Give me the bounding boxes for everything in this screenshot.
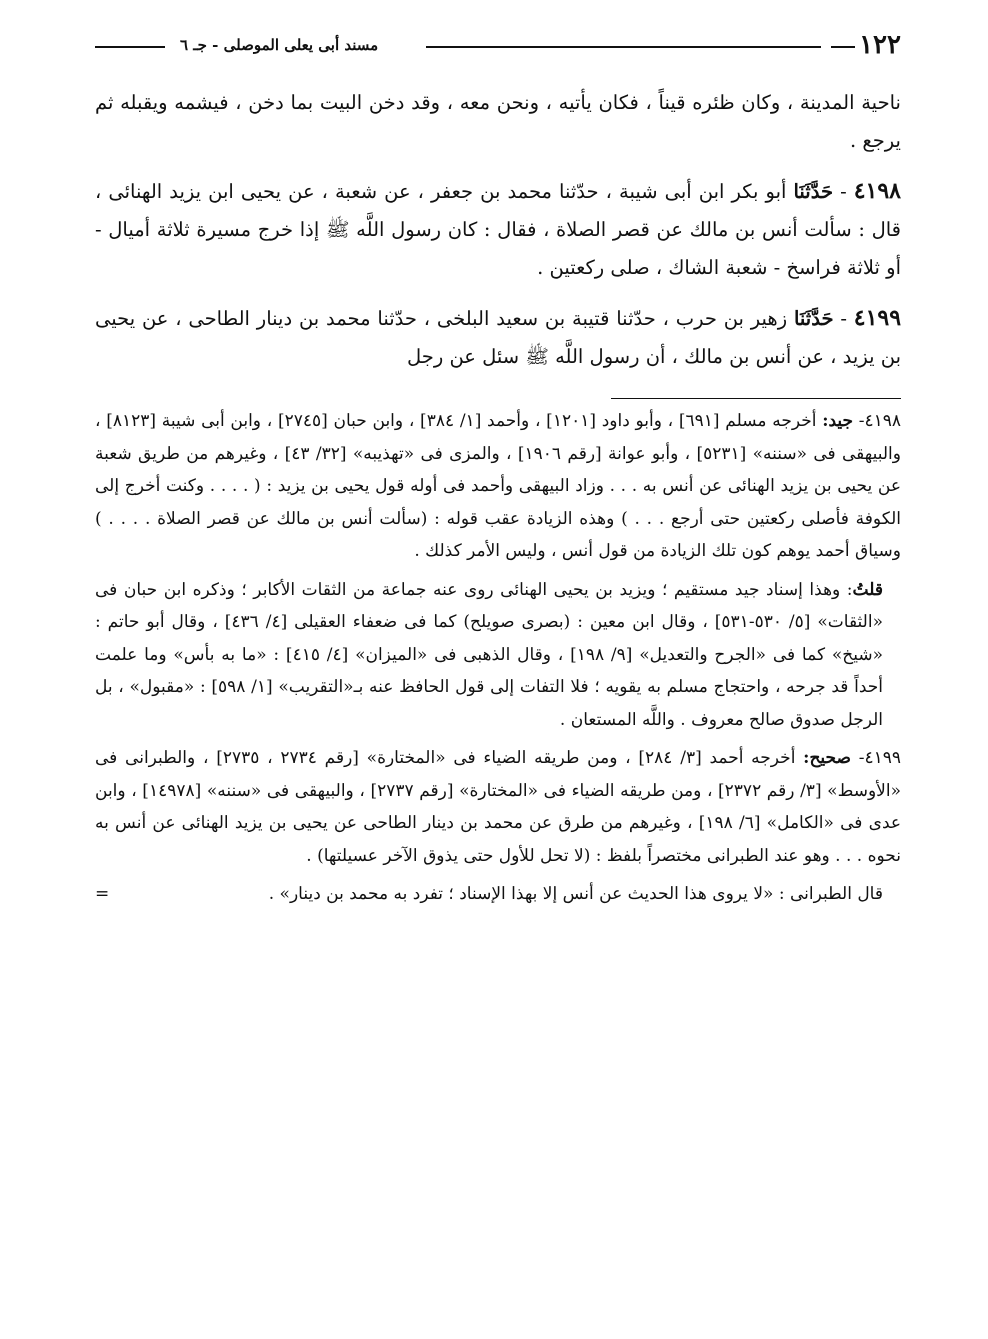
page-number: ١٢٢ [859,30,901,60]
header-rule-left [95,46,165,48]
continuation-paragraph: ناحية المدينة ، وكان ظئره قيناً ، فكان يأتيه ، ونحن معه ، وقد دخن البيت بما دخن ، فيشمه ويقبله ثم يرجع . [95,91,901,152]
note-grade: صحيح: [803,748,851,768]
note-number: ٤١٩٨- [858,411,902,431]
continuation-mark: = [95,884,110,904]
note-text: أخرجه أحمد [٣/ ٢٨٤] ، ومن طريقه الضياء فى «المختارة» [رقم ٢٧٣٤ ، ٢٧٣٥] ، والطبرانى فى «الأوسط» [٣/ رقم ٢٣٧٢] ، ومن طريقه الضياء فى «المختارة» [رقم ٢٧٣٧] ، والبيهقى فى «سننه» [١٤٩٧٨] ، وابن عدى فى «الكامل» [٦/ ١٩٨] ، وغيرهم من طرق عن محمد بن دينار الطاحى عن يحيى بن يزيد الهنائى عن أنس به نحوه . . . وهو عند الطبرانى مختصراً بلفظ : (لا تحل للأول حتى يذوق الآخر عسيلتها) . [95,748,902,866]
hadith-number: ٤١٩٩ [853,305,902,331]
note-grade: جيد: [822,411,854,431]
hadith-text: زهير بن حرب ، حدّثنا قتيبة بن سعيد البلخى ، حدّثنا محمد بن دينار الطاحى ، عن يحيى بن يزيد ، عن أنس بن مالك ، أن رسول اللَّه ﷺ سئل عن رجل [95,307,901,368]
header-rule-middle [426,46,821,48]
running-title: مسند أبى يعلى الموصلى - جـ ٦ [180,36,379,54]
main-text [95,84,901,376]
header-rule-right [831,46,855,48]
footnote-separator [611,398,901,399]
note-text: أخرجه مسلم [٦٩١] ، وأبو داود [١٢٠١] ، وأحمد [١/ ٣٨٤] ، وابن حبان [٢٧٤٥] ، وابن أبى شيبة [٨١٢٣] ، والبيهقى فى «سننه» [٥٢٣١] ، وأبو عوانة [رقم ١٩٠٦] ، والمزى فى «تهذيبه» [٣٢/ ٤٣] ، وغيرهم من طريق شعبة عن يحيى بن يزيد الهنائى عن أنس به . . . وزاد البيهقى وأحمد فى أوله قول يحيى بن يزيد : ( . . . . وكنت أخرج إلى الكوفة فأصلى ركعتين حتى أرجع . . . ) وهذه الزيادة عقب قوله : (سألت أنس بن مالك عن قصر الصلاة . . . . ) وسياق أحمد يوهم كون تلك الزيادة من قول أنس ، وليس الأمر كذلك . [95,411,901,561]
hadith-keyword: حَدَّثَنَا [793,307,834,330]
qult-label: قلتُ [852,579,883,600]
footnotes [95,405,901,911]
page [95,30,901,917]
note-tabarani [95,878,901,911]
hadith-4198: ٤١٩٨ - حَدَّثَنَا أبو بكر ابن أبى شيبة ، حدّثنا محمد بن جعفر ، عن شعبة ، عن يحيى ابن يزيد الهنائى ، قال : سألت أنس بن مالك عن قصر الصلاة ، فقال : كان رسول اللَّه ﷺ إذا خرج مسيرة ثلاثة أميال - أو ثلاثة فراسخ - شعبة الشاك ، صلى ركعتين . [95,178,901,279]
note-number: ٤١٩٩- [858,748,901,768]
hadith-text: أبو بكر ابن أبى شيبة ، حدّثنا محمد بن جعفر ، عن شعبة ، عن يحيى ابن يزيد الهنائى ، قال : سألت أنس بن مالك عن قصر الصلاة ، فقال : كان رسول اللَّه ﷺ إذا خرج مسيرة ثلاثة أميال - أو ثلاثة فراسخ - شعبة الشاك ، صلى ركعتين . [95,180,901,279]
tabarani-text: قال الطبرانى : «لا يروى هذا الحديث عن أنس إلا بهذا الإسناد ؛ تفرد به محمد بن دينار» . [268,884,883,904]
note-4198 [95,405,901,568]
note-4199 [95,742,901,872]
hadith-keyword: حَدَّثَنَا [793,180,834,203]
running-header [95,30,901,60]
qult-text: : وهذا إسناد جيد مستقيم ؛ ويزيد بن يحيى الهنائى روى عنه جماعة من الثقات الأكابر ؛ وذكره ابن حبان فى «الثقات» [٥/ ٥٣٠-٥٣١] ، وقال ابن معين : (بصرى صويلح) كما فى ضعفاء العقيلى [٤/ ٤٣٦] ، وقال أبو حاتم : «شيخ» كما فى «الجرح والتعديل» [٩/ ١٩٨] ، وقال الذهبى فى «الميزان» [٤/ ٤١٥] : «ما به بأس» وما علمت أحداً قد جرحه ، واحتجاج مسلم به يقويه ؛ فلا التفات إلى قول الحافظ عنه بـ«التقريب» [١/ ٥٩٨] : «مقبول» ، بل الرجل صدوق صالح معروف . واللَّه المستعان . [95,579,883,730]
note-qult [95,574,901,737]
hadith-4199: ٤١٩٩ - حَدَّثَنَا زهير بن حرب ، حدّثنا قتيبة بن سعيد البلخى ، حدّثنا محمد بن دينار الطاحى ، عن يحيى بن يزيد ، عن أنس بن مالك ، أن رسول اللَّه ﷺ سئل عن رجل [95,305,902,368]
hadith-number: ٤١٩٨ [853,178,901,204]
